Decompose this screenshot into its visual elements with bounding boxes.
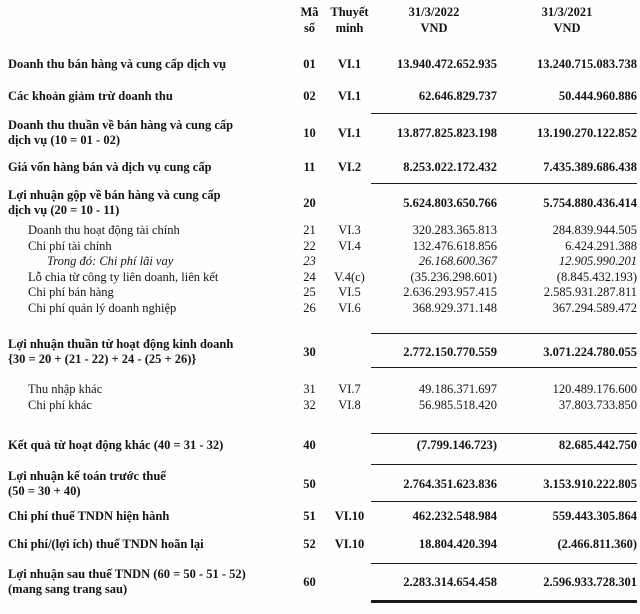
row-value-2021: 6.424.291.388 xyxy=(565,238,637,253)
row-note: VI.7 xyxy=(338,382,361,396)
header-code-column xyxy=(291,4,328,36)
row-code: 31 xyxy=(303,382,316,396)
row-code: 11 xyxy=(303,160,316,174)
row-label: Chi phí thuế TNDN hiện hành xyxy=(8,509,170,523)
header-note-line1: Thuyết xyxy=(330,5,369,19)
table-row xyxy=(0,398,640,414)
row-value-2021: 82.685.442.750 xyxy=(558,438,637,452)
row-code: 51 xyxy=(303,509,316,523)
row-note: VI.5 xyxy=(338,285,361,299)
header-period-2021-date: 31/3/2021 xyxy=(541,5,593,19)
row-value-2022: 62.646.829.737 xyxy=(418,89,497,103)
row-code: 52 xyxy=(303,537,316,551)
row-value-2022: 462.232.548.984 xyxy=(412,509,497,523)
divider-line xyxy=(371,464,637,465)
row-value-2022: (7.799.146.723) xyxy=(416,438,497,452)
row-note: VI.10 xyxy=(334,537,365,551)
row-code: 10 xyxy=(303,125,316,140)
table-row xyxy=(0,337,640,367)
row-note: VI.6 xyxy=(338,300,361,315)
row-label: Chi phí quản lý doanh nghiệp xyxy=(28,300,177,315)
row-value-2021: 5.754.880.436.414 xyxy=(543,195,637,210)
row-value-2021: 50.444.960.886 xyxy=(558,89,637,103)
row-value-2021: 13.240.715.083.738 xyxy=(537,57,637,71)
table-row xyxy=(0,469,640,499)
row-code: 50 xyxy=(303,476,316,491)
header-note-line2: minh xyxy=(335,21,364,35)
row-label: Chi phí khác xyxy=(28,397,92,412)
table-row xyxy=(0,285,640,301)
row-note: VI.1 xyxy=(337,57,362,71)
row-code: 01 xyxy=(303,57,316,71)
row-label: Chi phí/(lợi ích) thuế TNDN hoãn lại xyxy=(8,537,204,551)
table-row xyxy=(0,254,640,270)
row-note: VI.4 xyxy=(338,238,361,253)
row-value-2021: 7.435.389.686.438 xyxy=(543,160,637,174)
row-code: 32 xyxy=(303,397,316,412)
row-code: 25 xyxy=(303,285,316,299)
divider-line xyxy=(371,113,637,114)
row-value-2022: 132.476.618.856 xyxy=(412,238,497,253)
row-code: 24 xyxy=(303,269,316,284)
row-value-2021: 2.585.931.287.811 xyxy=(543,285,637,299)
row-label: Lợi nhuận sau thuế TNDN (60 = 50 - 51 - 52) (mang sang trang sau) xyxy=(8,567,246,596)
row-value-2021: 3.153.910.222.805 xyxy=(543,476,637,491)
table-row xyxy=(0,567,640,597)
row-note: VI.1 xyxy=(337,125,362,140)
divider-line xyxy=(371,501,637,502)
header-period-2022 xyxy=(371,4,497,36)
row-note: VI.2 xyxy=(337,160,362,174)
row-value-2022: 368.929.371.148 xyxy=(412,300,497,315)
row-label: Thu nhập khác xyxy=(28,382,103,396)
table-row xyxy=(0,118,640,148)
row-label: Lỗ chia từ công ty liên doanh, liên kết xyxy=(28,269,219,284)
row-value-2021: 37.803.733.850 xyxy=(558,397,637,412)
row-value-2022: 56.985.518.420 xyxy=(418,397,497,412)
row-note: VI.8 xyxy=(338,397,361,412)
row-value-2022: 2.764.351.623.836 xyxy=(403,476,497,491)
row-note: VI.10 xyxy=(334,509,365,523)
row-value-2022: 26.168.600.367 xyxy=(418,254,497,268)
row-value-2022: 49.186.371.697 xyxy=(418,382,497,396)
row-value-2021: 120.489.176.600 xyxy=(552,382,637,396)
row-note: VI.1 xyxy=(337,89,362,103)
row-label: Chi phí tài chính xyxy=(28,238,112,253)
row-label: Các khoản giảm trừ doanh thu xyxy=(8,89,173,103)
row-value-2021: 559.443.305.864 xyxy=(552,509,637,523)
row-label: Chi phí bán hàng xyxy=(28,285,114,299)
row-value-2022: 13.877.825.823.198 xyxy=(397,125,497,140)
row-value-2022: 2.636.293.957.415 xyxy=(403,285,497,299)
row-label: Lợi nhuận thuần từ hoạt động kinh doanh {30 = 20 + (21 - 22) + 24 - (25 + 26)} xyxy=(8,337,234,366)
divider-line xyxy=(371,367,637,368)
row-label: Giá vốn hàng bán và dịch vụ cung cấp xyxy=(8,160,212,174)
row-value-2021: 284.839.944.505 xyxy=(552,223,637,237)
row-label: Trong đó: Chi phí lãi vay xyxy=(47,254,174,268)
table-row xyxy=(0,301,640,317)
row-value-2021: 2.596.933.728.301 xyxy=(543,574,637,589)
row-value-2022: 13.940.472.652.935 xyxy=(397,57,497,71)
row-value-2022: 5.624.803.650.766 xyxy=(403,195,497,210)
row-value-2022: 320.283.365.813 xyxy=(412,223,497,237)
row-note: VI.3 xyxy=(338,223,361,237)
table-row xyxy=(0,438,640,453)
row-label: Doanh thu thuần về bán hàng và cung cấp dịch vụ (10 = 01 - 02) xyxy=(8,118,234,147)
row-value-2021: (8.845.432.193) xyxy=(556,269,637,284)
header-period-2021-unit: VND xyxy=(553,21,581,35)
table-row xyxy=(0,89,640,104)
divider-line xyxy=(371,183,637,184)
row-code: 60 xyxy=(303,574,316,589)
header-code-line2: số xyxy=(303,21,316,35)
row-code: 02 xyxy=(303,89,316,103)
row-label: Kết quả từ hoạt động khác (40 = 31 - 32) xyxy=(8,438,224,452)
row-note: V.4(c) xyxy=(334,269,365,284)
header-period-2022-unit: VND xyxy=(420,21,448,35)
row-label: Lợi nhuận gộp về bán hàng và cung cấp dịch vụ (20 = 10 - 11) xyxy=(8,188,221,217)
table-row xyxy=(0,188,640,218)
table-row xyxy=(0,160,640,175)
row-label: Doanh thu hoạt động tài chính xyxy=(28,223,180,237)
row-code: 20 xyxy=(303,195,316,210)
header-period-2021 xyxy=(497,4,637,36)
header-code-line1: Mã xyxy=(300,5,319,19)
bottom-double-rule xyxy=(371,600,637,603)
row-code: 40 xyxy=(303,438,316,452)
row-code: 30 xyxy=(303,344,316,359)
row-value-2022: 2.283.314.654.458 xyxy=(403,574,497,589)
row-code: 26 xyxy=(303,300,316,315)
row-value-2022: (35.236.298.601) xyxy=(410,269,497,284)
row-value-2021: 3.071.224.780.055 xyxy=(543,344,637,359)
header-period-2022-date: 31/3/2022 xyxy=(408,5,460,19)
row-value-2021: 12.905.990.201 xyxy=(558,254,637,268)
row-value-2022: 18.804.420.394 xyxy=(418,537,497,551)
table-row xyxy=(0,537,640,552)
row-value-2021: 13.190.270.122.852 xyxy=(537,125,637,140)
divider-line xyxy=(371,333,637,334)
row-label: Lợi nhuận kế toán trước thuế (50 = 30 + 40) xyxy=(8,469,166,498)
table-row xyxy=(0,270,640,286)
row-code: 21 xyxy=(303,223,316,237)
table-row xyxy=(0,509,640,524)
row-value-2021: 367.294.589.472 xyxy=(552,300,637,315)
table-row xyxy=(0,239,640,255)
table-row xyxy=(0,223,640,239)
row-label: Doanh thu bán hàng và cung cấp dịch vụ xyxy=(8,57,227,71)
row-code: 22 xyxy=(303,238,316,253)
divider-line xyxy=(371,433,637,434)
table-row xyxy=(0,57,640,72)
row-code: 23 xyxy=(303,254,316,268)
table-header xyxy=(0,4,640,36)
row-value-2022: 2.772.150.770.559 xyxy=(403,344,497,359)
table-row xyxy=(0,382,640,398)
row-value-2022: 8.253.022.172.432 xyxy=(403,160,497,174)
divider-line xyxy=(371,563,637,564)
row-value-2021: (2.466.811.360) xyxy=(557,537,637,551)
header-note-column xyxy=(328,4,371,36)
